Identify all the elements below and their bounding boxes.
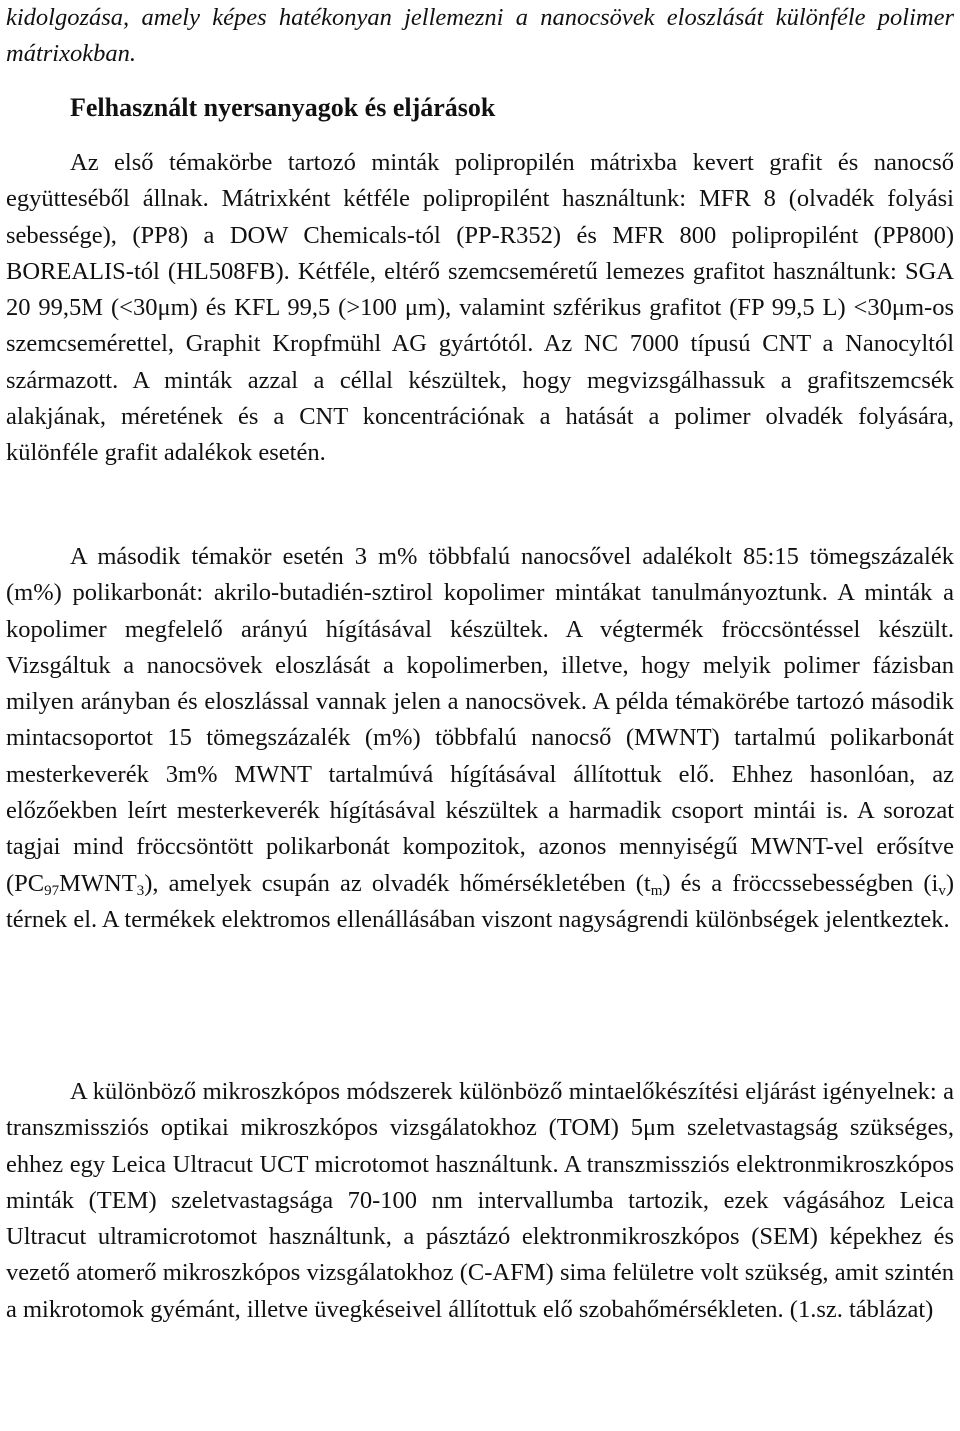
subscript-v: v	[938, 882, 946, 899]
paragraph-materials-pp: Az első témakörbe tartozó minták polipropilén mátrixba kevert grafit és nanocső együtteséből állnak. Mátrixként kétféle polipropilént használtunk: MFR 8 (olvadék folyási sebessége), (PP8) a DOW Chemicals-tól (PP-R352) és MFR 800 polipropilént (PP800) BOREALIS-tól (HL508FB). Kétféle, eltérő szemcseméretű lemezes grafitot használtunk: SGA 20 99,5M (<30μm) és KFL 99,5 (>100 μm), valamint szférikus grafitot (FP 99,5 L) <30μm-os szemcsemérettel, Graphit Kropfmühl AG gyártótól. Az NC 7000 típusú CNT a Nanocyltól származott. A minták azzal a céllal készültek, hogy megvizsgálhassuk a grafitszemcsék alakjának, méretének és a CNT koncentrációnak a hatását a polimer olvadék folyására, különféle grafit adalékok esetén.	[6, 149, 954, 467]
paragraph-microscopy-prep: A különböző mikroszkópos módszerek különböző mintaelőkészítési eljárást igényelnek: a transzmissziós optikai mikroszkópos vizsgálatokhoz (TOM) 5μm szeletvastagság szükséges, ehhez egy Leica Ultracut UCT microtomot használtunk. A transzmissziós elektronmikroszkópos minták (TEM) szeletvastagsága 70-100 nm intervallumba tartozik, ezek vágásához Leica Ultracut ultramicrotomot használtunk, a pásztázó elektronmikroszkópos (SEM) képekhez és vezető atomerő mikroszkópos vizsgálatokhoz (C-AFM) sima felületre volt szükség, amit szintén a mikrotomok gyémánt, illetve üvegkéseivel állítottuk elő szobahőmérsékleten. (1.sz. táblázat)	[6, 1078, 954, 1323]
paragraph2-text-b: MWNT	[59, 869, 137, 897]
paragraph2-text-a: A második témakör esetén 3 m% többfalú nanocsővel adalékolt 85:15 tömegszázalék (m%) polikarbonát: akrilo-butadién-sztirol kopolimer mintákat tanulmányoztunk. A minták a kopolimer megfelelő arányú hígításával készültek. A végtermék fröccsöntéssel készült. Vizsgáltuk a nanocsövek eloszlását a kopolimerben, illetve, hogy melyik polimer fázisban milyen arányban és eloszlással vannak jelen a nanocsövek. A példa témakörébe tartozó második mintacsoportot 15 tömegszázalék (m%) többfalú nanocső (MWNT) tartalmú polikarbonát mesterkeverék 3m% MWNT tartalmúvá hígításával állítottuk elő. Ehhez hasonlóan, az előzőekben leírt mesterkeverék hígításával készültek a harmadik csoport mintái is. A sorozat tagjai mind fröccsöntött polikarbonát kompozitok, azonos mennyiségű MWNT-vel erősítve (PC	[6, 543, 954, 897]
paragraph2-text-e: ) térnek el. A termékek elektromos ellenállásában viszont nagyságrendi különbségek jelentkeztek.	[6, 869, 954, 933]
section-heading: Felhasznált nyersanyagok és eljárások	[70, 93, 496, 122]
paragraph-materials-pc	[6, 539, 954, 938]
subscript-m: m	[650, 882, 663, 899]
subscript-97: 97	[44, 882, 60, 899]
subscript-3: 3	[136, 882, 145, 899]
paragraph2-text-d: ) és a fröccssebességben (i	[662, 869, 939, 897]
intro-paragraph-fragment: kidolgozása, amely képes hatékonyan jellemezni a nanocsövek eloszlását különféle polimer mátrixokban.	[6, 4, 954, 68]
paragraph2-text-c: ), amelyek csupán az olvadék hőmérsékletében (t	[144, 869, 651, 897]
